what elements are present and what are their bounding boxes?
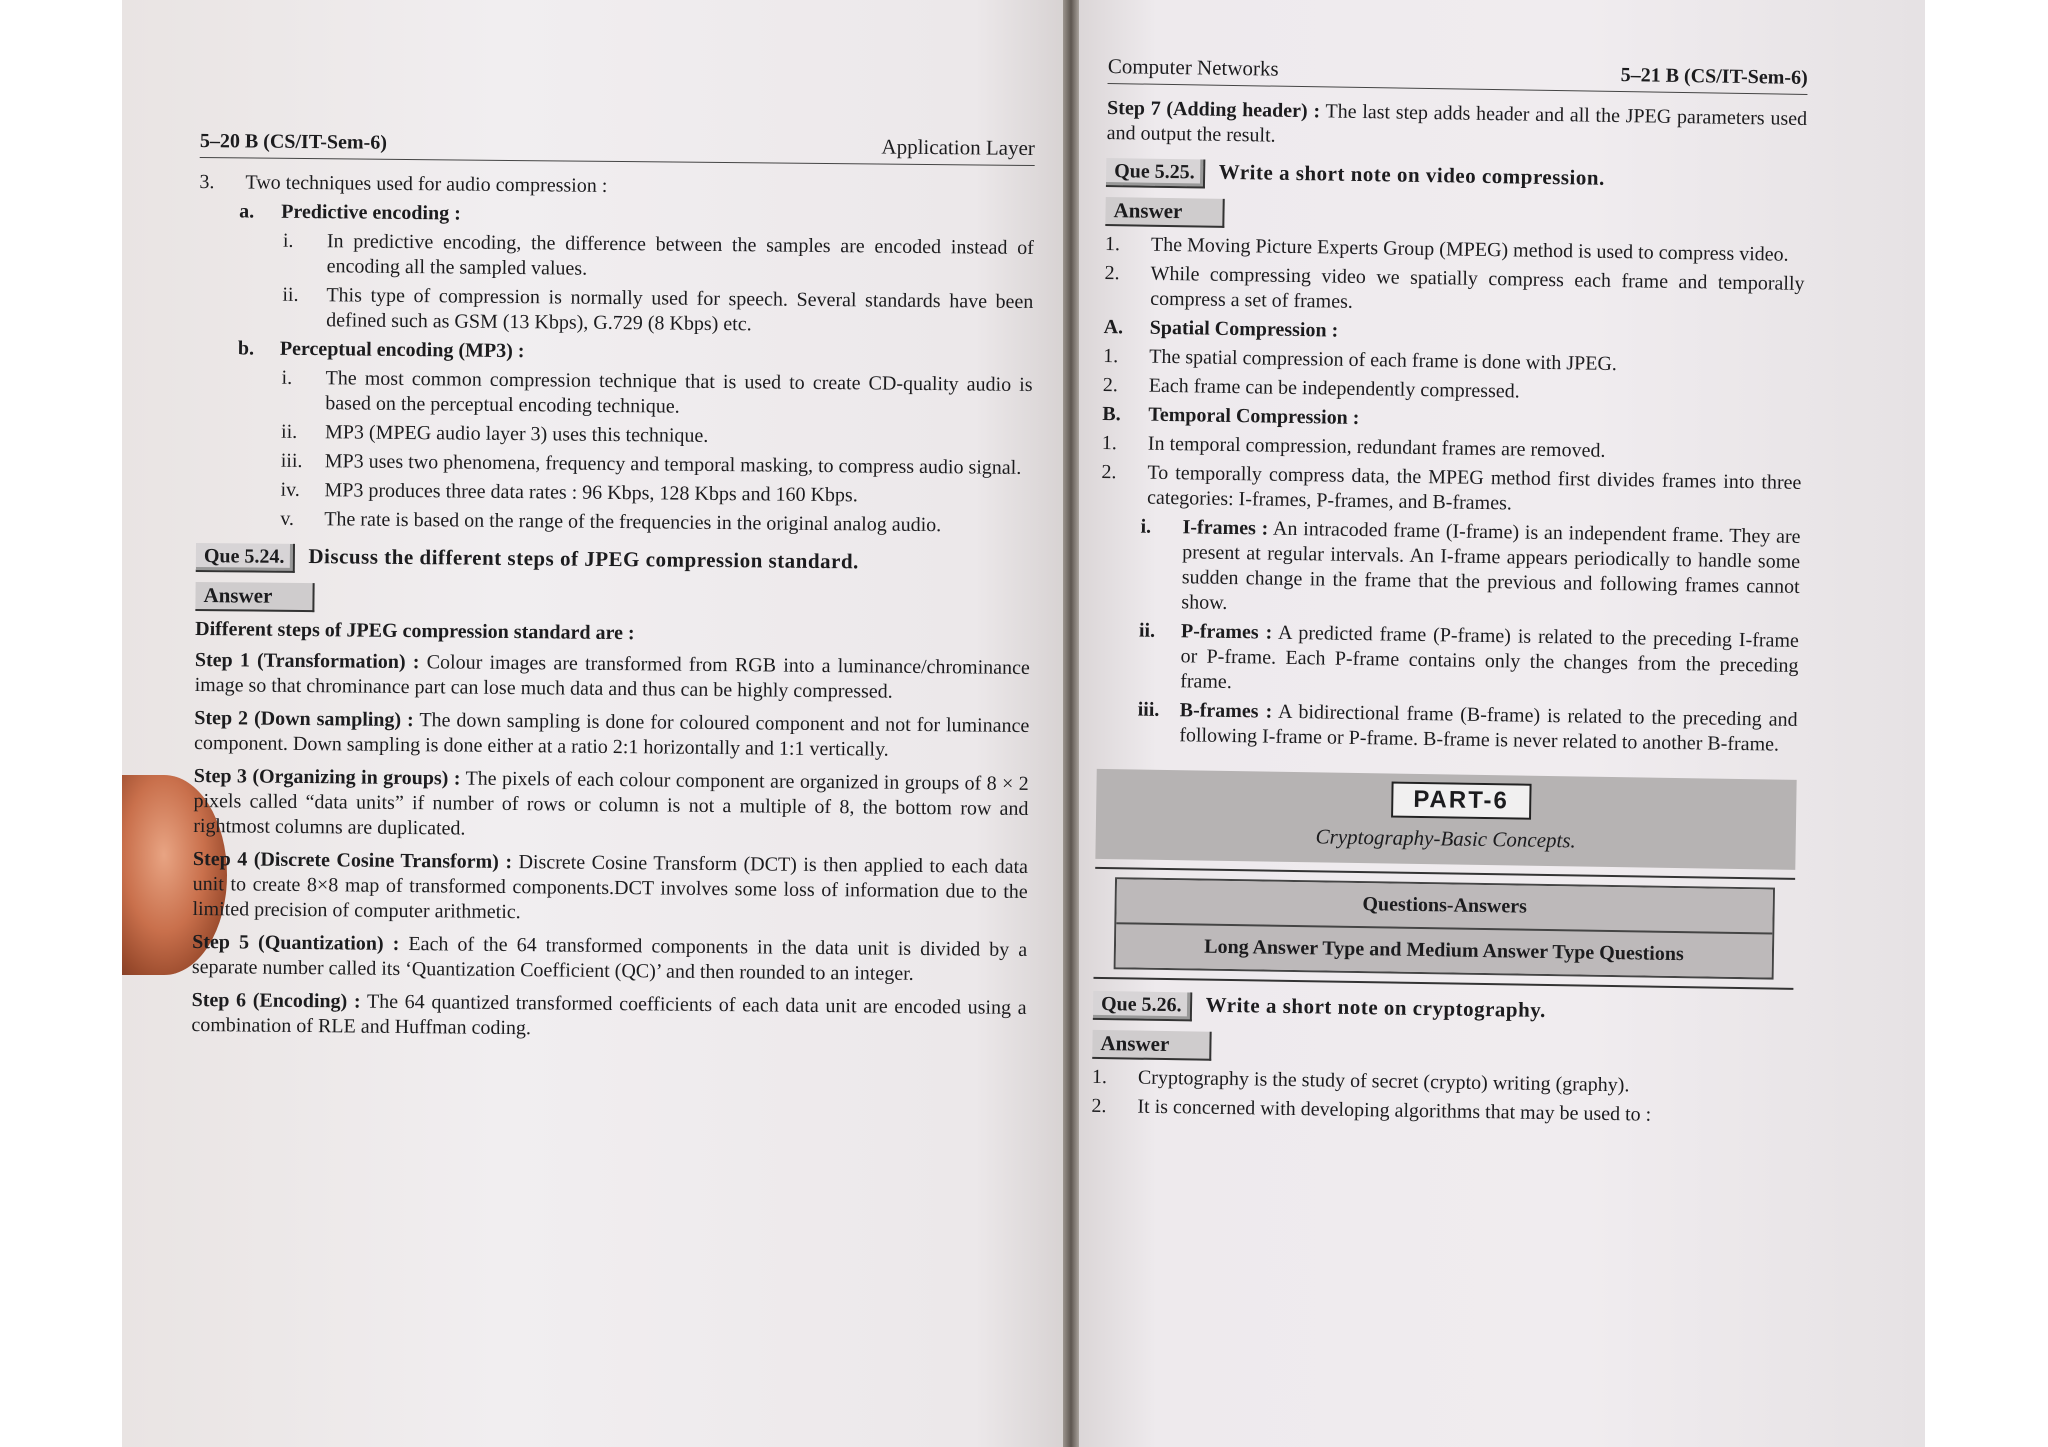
list-item: ii. P-frames : A predicted frame (P-frame) is related to the preceding I-frame or P-frame. Each P-frame contains only the changes from the preceding frame. (1138, 619, 1800, 694)
list-item: 2. To temporally compress data, the MPEG method first divides frames into three categories: I-frames, P-frames, and B-frames. (1101, 460, 1802, 515)
question-text: Discuss the different steps of JPEG compression standard. (308, 544, 859, 574)
right-page-number: 5–21 B (CS/IT-Sem-6) (1620, 64, 1808, 89)
qa-title: Questions-Answers (1116, 879, 1773, 932)
list-item: iii. MP3 uses two phenomena, frequency and temporal masking, to compress audio signal. (280, 449, 1022, 479)
list-item: i. I-frames : An intracoded frame (I-frame) is an independent frame. They are present at regular intervals. An I-frame appears periodically to handle some sudden change in the frame that the previous and following frames cannot show. (1140, 515, 1801, 614)
answer-intro: Different steps of JPEG compression standard are : (195, 617, 635, 645)
list-item: 2. While compressing video we spatially compress each frame and temporally compress a set of frames. (1104, 261, 1805, 313)
list-item: i. In predictive encoding, the difference between the samples are encoded instead of encoding all the sampled values. (282, 229, 1034, 280)
answer-label: Answer (195, 582, 314, 612)
list-item: iii. B-frames : A bidirectional frame (B-frame) is related to the preceding and following I-frame or P-frame. B-frame is never related to another B-frame. (1137, 698, 1798, 756)
book-gutter (1063, 0, 1079, 1447)
list-item: ii. MP3 (MPEG audio layer 3) uses this technique. (280, 420, 709, 447)
step-paragraph: Step 2 (Down sampling) : The down sampling is done for coloured component and not for luminance component. Down sampling is done either at a ratio 2:1 horizontally and 1:1 vertically. (193, 706, 1030, 761)
answer-label: Answer (1105, 197, 1224, 228)
question-number-box: Que 5.24. (196, 543, 295, 573)
step-paragraph: Step 3 (Organizing in groups) : The pixels of each colour component are organized in groups of 8 × 2 pixels called “data units” if number of rows or column is not a multiple of 8, the bottom row and rightmost columns are duplicated. (193, 764, 1029, 840)
step-paragraph: Step 5 (Quantization) : Each of the 64 transformed components in the data unit is divided by a separate number called its ‘Quantization Coefficient (QC)’ and then rounded to an integer. (191, 930, 1028, 985)
right-page-content (1091, 54, 1808, 1134)
list-item: 1. The Moving Picture Experts Group (MPEG) method is used to compress video. (1104, 232, 1789, 266)
list-item: a. Predictive encoding : (239, 200, 461, 225)
qa-subtitle: Long Answer Type and Medium Answer Type Questions (1116, 922, 1773, 977)
question-number-box: Que 5.25. (1106, 158, 1205, 189)
part-subtitle: Cryptography-Basic Concepts. (1315, 824, 1576, 853)
list-item: 2. It is concerned with developing algorithms that may be used to : (1091, 1094, 1652, 1126)
part-label: PART-6 (1391, 782, 1531, 820)
question-heading (1106, 158, 1806, 198)
step-paragraph: Step 6 (Encoding) : The 64 quantized transformed coefficients of each data unit are encoded using a combination of RLE and Huffman coding. (191, 988, 1027, 1040)
step-paragraph: Step 4 (Discrete Cosine Transform) : Discrete Cosine Transform (DCT) is then applied to each data unit to create 8×8 map of transformed components.DCT involves some loss of information due to the limited precision of computer arithmetic. (192, 847, 1029, 924)
question-number-box: Que 5.26. (1093, 991, 1192, 1022)
list-item: 3. Two techniques used for audio compression : (199, 170, 608, 197)
list-item: 1. Cryptography is the study of secret (crypto) writing (graphy). (1091, 1065, 1630, 1097)
list-item: ii. This type of compression is normally used for speech. Several standards have been defined such as GSM (13 Kbps), G.729 (8 Kbps) etc. (282, 283, 1034, 336)
list-item: A. Spatial Compression : (1103, 315, 1339, 342)
qa-banner (1114, 877, 1775, 979)
question-text: Write a short note on video compression. (1218, 159, 1606, 190)
answer-label: Answer (1092, 1030, 1211, 1061)
list-item: v. The rate is based on the range of the frequencies in the original analog audio. (280, 507, 942, 537)
question-heading (196, 543, 1031, 580)
list-item: 1. In temporal compression, redundant frames are removed. (1101, 431, 1606, 462)
step-paragraph: Step 1 (Transformation) : Colour images are transformed from RGB into a luminance/chrominance image so that chrominance part can lose much data and thus can be highly compressed. (194, 648, 1030, 703)
question-text: Write a short note on cryptography. (1205, 992, 1547, 1022)
question-heading (1093, 991, 1793, 1031)
list-item: 2. Each frame can be independently compressed. (1102, 373, 1520, 403)
list-item: B. Temporal Compression : (1102, 402, 1360, 429)
list-item: 1. The spatial compression of each frame is done with JPEG. (1103, 344, 1618, 376)
list-item: iv. MP3 produces three data rates : 96 Kbps, 128 Kbps and 160 Kbps. (280, 478, 858, 507)
left-page-content (191, 128, 1035, 1054)
list-item: i. The most common compression technique that is used to create CD-quality audio is based on the perceptual encoding technique. (281, 366, 1033, 418)
divider (1093, 977, 1793, 990)
left-page-number: 5–20 B (CS/IT-Sem-6) (199, 129, 388, 154)
left-chapter-title: Application Layer (881, 134, 1035, 161)
list-item: b. Perceptual encoding (MP3) : (237, 337, 525, 363)
step-paragraph: Step 7 (Adding header) : The last step adds header and all the JPEG parameters used and output the result. (1106, 96, 1808, 147)
part-banner (1095, 769, 1796, 870)
right-chapter-title: Computer Networks (1107, 54, 1279, 81)
